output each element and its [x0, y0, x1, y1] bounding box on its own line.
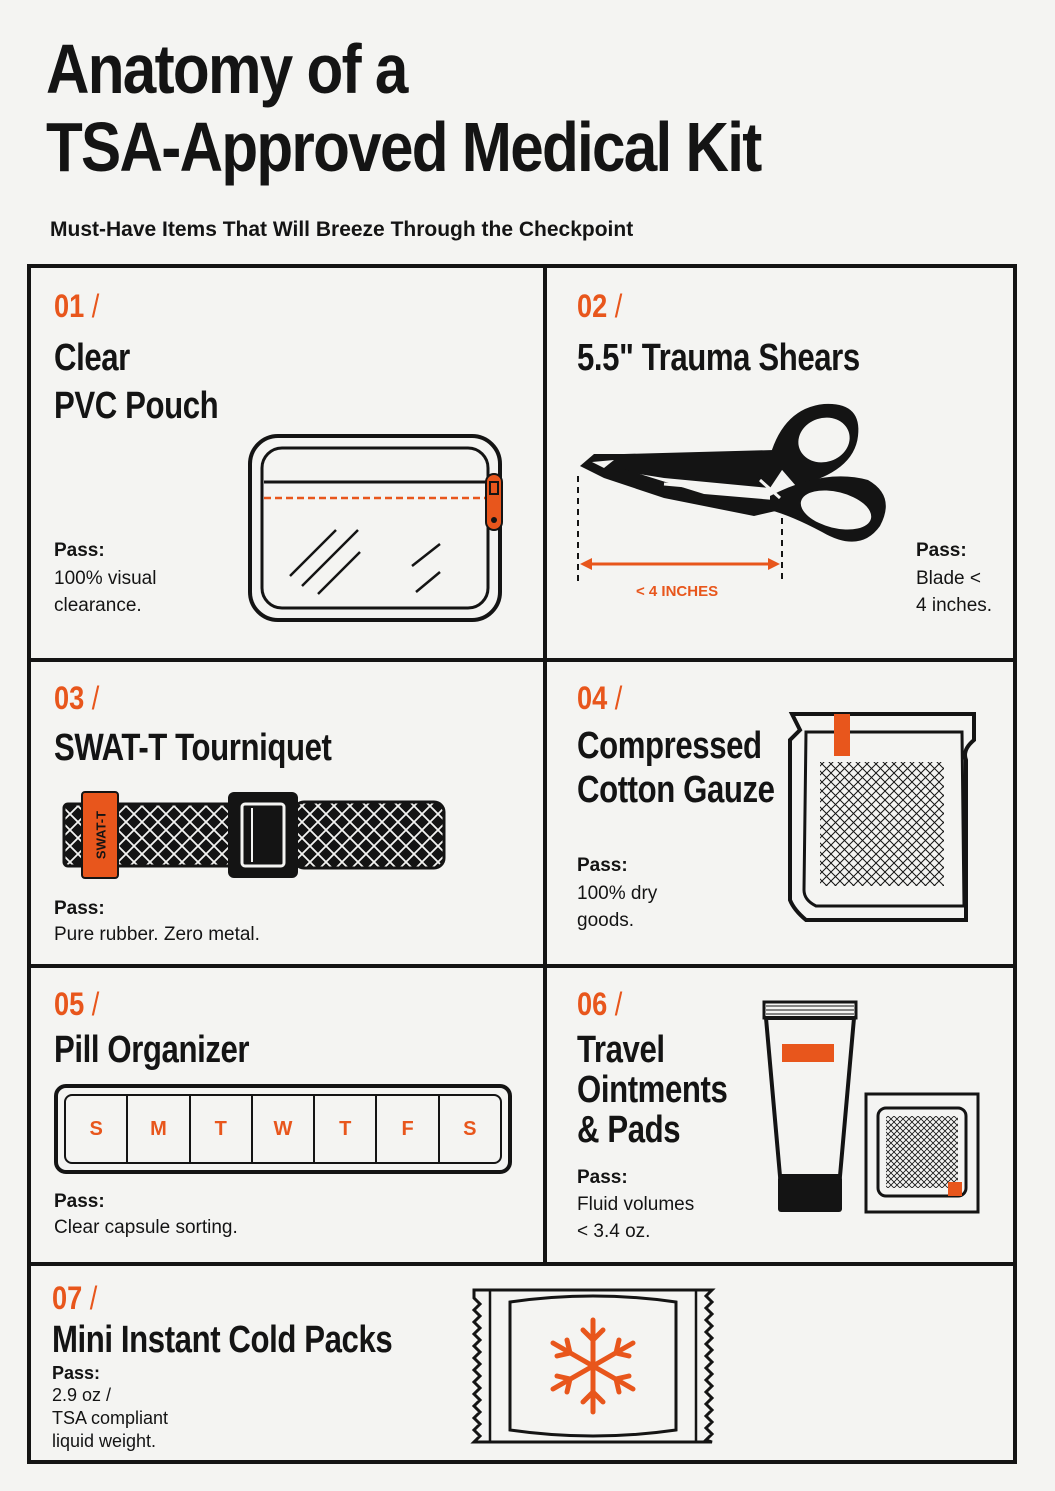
item-03-pass-text: Pure rubber. Zero metal.: [54, 924, 260, 945]
grid-divider-row2: [27, 964, 1017, 968]
item-04-number: 04 /: [577, 680, 623, 716]
item-04-pass-label: Pass:: [577, 855, 628, 876]
pill-day-label: W: [273, 1117, 293, 1140]
pouch-icon: [248, 434, 502, 624]
item-01-number: 01 /: [54, 288, 100, 324]
item-04-pass-text: 100% dry goods.: [577, 883, 658, 931]
item-05-title: Pill Organizer: [54, 1029, 250, 1071]
item-03-title: SWAT-T Tourniquet: [54, 727, 332, 769]
pill-organizer-icon: [54, 1084, 512, 1174]
pill-day-saturday: [440, 1096, 500, 1162]
pill-day-thursday: [315, 1096, 377, 1162]
cold-pack-icon: [470, 1286, 716, 1446]
pill-organizer-inner: [64, 1094, 502, 1164]
tourniquet-icon: [62, 790, 446, 880]
gauze-icon: [786, 710, 980, 926]
item-01-pass-label: Pass:: [54, 540, 105, 561]
item-05-pass-label: Pass:: [54, 1191, 105, 1212]
item-02-number: 02 /: [577, 288, 623, 324]
item-03-number: 03 /: [54, 680, 100, 716]
item-07-pass-text: 2.9 oz / TSA compliant liquid weight.: [52, 1385, 169, 1451]
pill-day-monday: [128, 1096, 190, 1162]
item-05-number: 05 /: [54, 986, 100, 1022]
pill-day-label: T: [339, 1117, 352, 1140]
snowflake-icon: [553, 1320, 633, 1412]
item-02-title: 5.5" Trauma Shears: [577, 337, 860, 379]
item-07-number: 07 /: [52, 1280, 98, 1316]
page-subtitle: Must-Have Items That Will Breeze Through the Checkpoint: [50, 218, 634, 241]
pill-day-label: T: [214, 1117, 227, 1140]
pill-day-sunday: [66, 1096, 128, 1162]
pill-day-label: M: [150, 1117, 167, 1140]
shears-icon: [574, 398, 904, 598]
item-03-pass-label: Pass:: [54, 898, 105, 919]
item-06-number: 06 /: [577, 986, 623, 1022]
tourniquet-tag-label: SWAT-T: [93, 810, 109, 860]
grid-divider-row1: [27, 658, 1017, 662]
pill-day-tuesday: [191, 1096, 253, 1162]
item-01-title: Clear PVC Pouch: [54, 337, 219, 427]
item-01-pass-text: 100% visual clearance.: [54, 568, 157, 616]
pill-day-label: S: [89, 1117, 103, 1140]
shears-measure-label: < 4 INCHES: [636, 583, 719, 600]
page-title: [46, 30, 761, 186]
item-06-pass-label: Pass:: [577, 1167, 628, 1188]
item-07-pass-label: Pass:: [52, 1363, 101, 1383]
item-06-pass-text: Fluid volumes < 3.4 oz.: [577, 1194, 695, 1242]
item-02-pass-label: Pass:: [916, 540, 967, 561]
pill-day-wednesday: [253, 1096, 315, 1162]
pill-day-label: F: [401, 1117, 414, 1140]
item-05-pass-text: Clear capsule sorting.: [54, 1217, 238, 1238]
item-04-title: Compressed Cotton Gauze: [577, 725, 775, 811]
item-02-pass-text: Blade < 4 inches.: [916, 568, 993, 616]
pad-icon: [864, 1092, 980, 1214]
pill-day-label: S: [463, 1117, 477, 1140]
grid-divider-row3: [27, 1262, 1017, 1266]
pill-day-friday: [377, 1096, 439, 1162]
ointment-tube-icon: [762, 1000, 858, 1216]
item-07-title: Mini Instant Cold Packs: [52, 1319, 393, 1361]
item-06-title: Travel Ointments & Pads: [577, 1029, 728, 1151]
grid-divider-vertical: [543, 264, 547, 1266]
title-line-1: Anatomy of a: [46, 30, 407, 108]
title-line-2: TSA-Approved Medical Kit: [46, 108, 761, 186]
